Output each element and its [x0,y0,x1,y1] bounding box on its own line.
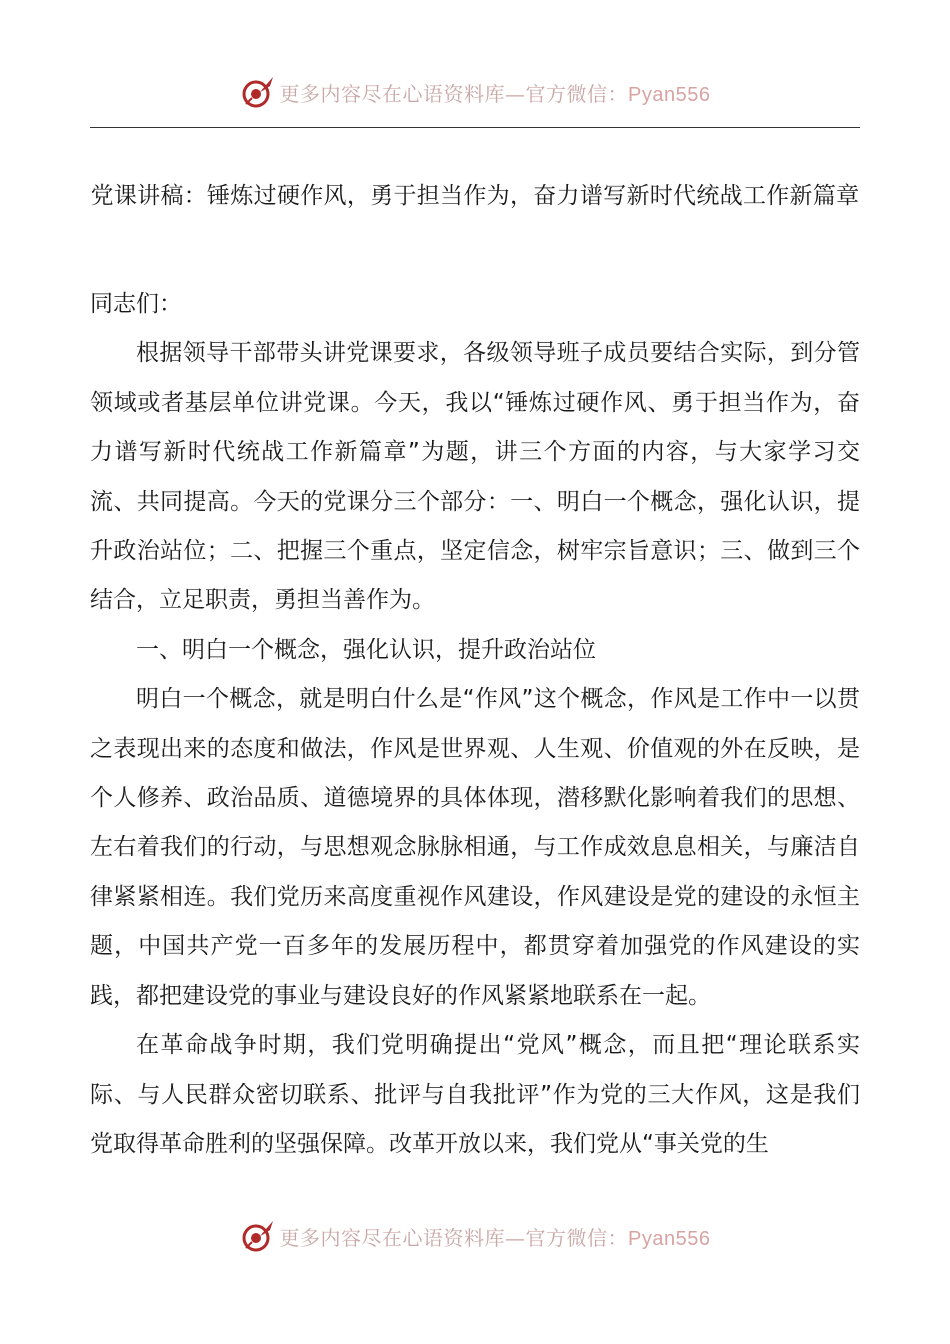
document-body [90,280,860,1169]
watermark-text: 更多内容尽在心语资料库—官方微信：Pyan556 [279,81,711,106]
wechat-id: Pyan556 [628,1227,711,1250]
wechat-id: Pyan556 [628,83,711,106]
paragraph: 明白一个概念，就是明白什么是“作风”这个概念，作风是工作中一以贯之表现出来的态度和做法，作风是世界观、人生观、价值观的外在反映，是个人修养、政治品质、道德境界的具体体现，潜移默化影响着我们的思想、左右着我们的行动，与思想观念脉脉相通，与工作成效息息相关，与廉洁自律紧紧相连。我们党历来高度重视作风建设，作风建设是党的建设的永恒主题，中国共产党一百多年的发展历程中，都贯穿着加强党的作风建设的实践，都把建设党的事业与建设良好的作风紧紧地联系在一起。 [90,686,860,1009]
quill-logo-icon [240,74,276,110]
quill-logo-icon [240,1218,276,1254]
footer-watermark-banner [0,1214,950,1258]
document-title: 党课讲稿：锤炼过硬作风，勇于担当作为，奋力谱写新时代统战工作新篇章 [90,183,860,209]
section-heading-1: 一、明白一个概念，强化认识，提升政治站位 [136,636,596,663]
header-divider [90,127,860,128]
paragraph-intro: 根据领导干部带头讲党课要求，各级领导班子成员要结合实际，到分管领域或者基层单位讲党课。今天，我以“锤炼过硬作风、勇于担当作为，奋力谱写新时代统战工作新篇章”为题，讲三个方面的内容，与大家学习交流、共同提高。今天的党课分三个部分：一、明白一个概念，强化认识，提升政治站位；二、把握三个重点，坚定信念，树牢宗旨意识；三、做到三个结合，立足职责，勇担当善作为。 [90,340,860,614]
paragraph: 在革命战争时期，我们党明确提出“党风”概念，而且把“理论联系实际、与人民群众密切联系、批评与自我批评”作为党的三大作风，这是我们党取得革命胜利的坚强保障。改革开放以来，我们党从“事关党的生 [90,1032,860,1157]
watermark-text: 更多内容尽在心语资料库—官方微信：Pyan556 [279,1225,711,1250]
header-watermark-banner [0,70,950,114]
salutation: 同志们： [90,291,182,317]
